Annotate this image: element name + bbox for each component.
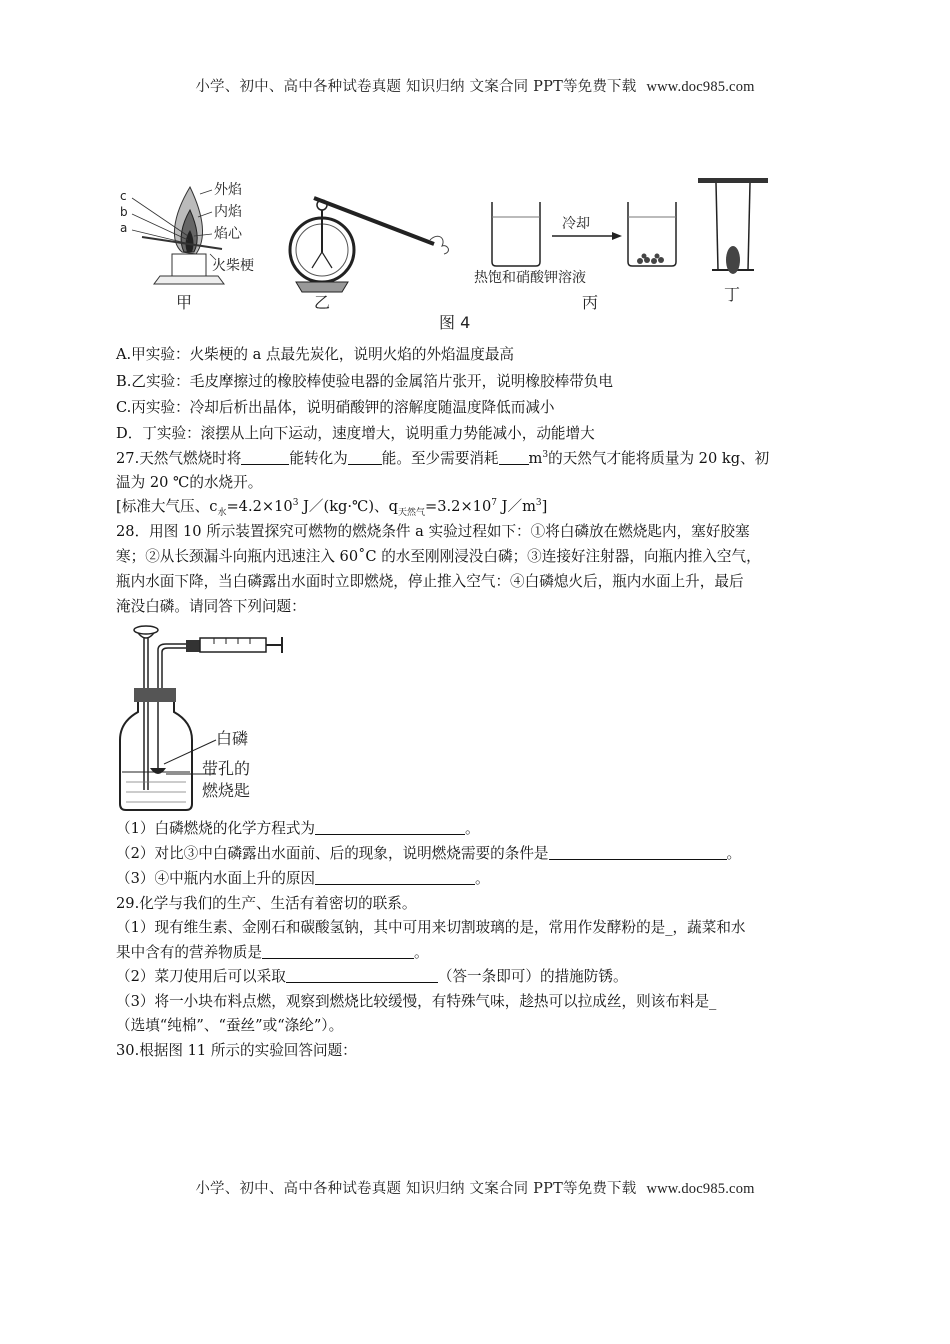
jia-letter-b: b <box>120 205 128 219</box>
lamp-body <box>172 254 206 276</box>
bing-name: 丙 <box>582 293 599 312</box>
q29-s2-blank[interactable] <box>286 968 438 983</box>
q27-l3-sub1: 水 <box>217 507 227 518</box>
q29-s1b-blank[interactable] <box>262 944 414 959</box>
jia-name: 甲 <box>176 293 193 312</box>
q27-l3-e: J／m <box>497 498 536 515</box>
beaker-hot <box>492 202 540 266</box>
q27-unit-sup: 3 <box>542 450 549 461</box>
electroscope-base <box>296 282 348 292</box>
pendulum-wheel <box>726 246 740 274</box>
jia-label-match: 火柴梗 <box>212 258 254 274</box>
q29-s1b-end: 。 <box>413 944 429 961</box>
header-site: www.doc985.com <box>646 79 755 95</box>
q27-text-5: 的天然气才能将质量为 20 kg、初 <box>548 450 770 467</box>
q27-line2: 温为 20 ℃的水烧开。 <box>116 474 263 491</box>
q28-line-4: 淹没白磷。请同答下列问题： <box>116 598 306 615</box>
q27-text-2: 能转化为 <box>289 450 348 467</box>
q27-l3-sub2: 天然气 <box>398 507 426 518</box>
q29-s1b <box>116 943 846 963</box>
q28-sub1 <box>116 819 846 839</box>
rubber-stopper <box>134 688 176 702</box>
footer-text: 小学、初中、高中各种试卷真题 知识归纳 文案合同 PPT等免费下载 <box>195 1181 637 1197</box>
ding-name: 丁 <box>724 285 741 304</box>
q28-sub3-end: 。 <box>475 870 490 887</box>
figure-bing <box>474 202 676 312</box>
crystals <box>637 254 664 265</box>
figure-4 <box>112 172 832 340</box>
q29-s1b-text: 果中含有的营养物质是 <box>116 944 262 961</box>
q29-s2-end: （答一条即可）的措施防锈。 <box>437 968 628 985</box>
q28-sub2 <box>116 844 846 864</box>
q29-s3a: （3）将一小块布料点燃，观察到燃烧比较缓慢，有特殊气味，趁热可以拉成丝，则该布料是_ <box>116 993 717 1010</box>
q28-sub2-end: 。 <box>726 845 742 862</box>
q28-sub3-text: （3）④中瓶内水面上升的原因 <box>116 870 316 887</box>
label-spoon-1: 带孔的 <box>202 759 251 778</box>
q27-blank-3[interactable] <box>499 450 529 465</box>
q27-text-3: 能。至少需要消耗 <box>381 450 499 467</box>
figure-ding <box>698 178 768 304</box>
q26-option-d: D．丁实验：滚摆从上向下运动，速度增大，说明重力势能减小，动能增大 <box>116 425 595 442</box>
q27-l3-c: J／(kg·℃)、q <box>298 498 398 515</box>
jia-label-inner: 内焰 <box>214 204 242 220</box>
syringe <box>200 638 266 652</box>
figure-jia <box>120 182 254 312</box>
q27-l3-sup2: 7 <box>491 498 497 509</box>
q27-l3-sup3: 3 <box>535 498 542 509</box>
header-text: 小学、初中、高中各种试卷真题 知识归纳 文案合同 PPT等免费下载 <box>195 79 637 95</box>
q27-line1 <box>116 449 846 469</box>
q27-blank-2[interactable] <box>348 450 382 465</box>
q27-l3-d: =3.2×10 <box>425 498 492 515</box>
q28-sub3 <box>116 869 846 889</box>
q29-s2 <box>116 967 846 987</box>
yi-name: 乙 <box>314 293 331 312</box>
q28-sub1-end: 。 <box>465 820 480 837</box>
q26-option-a: A.甲实验：火柴梗的 a 点最先炭化，说明火焰的外焰温度最高 <box>116 346 515 363</box>
jia-letter-a: a <box>120 221 128 235</box>
q28-sub1-blank[interactable] <box>315 820 465 835</box>
q29-s2-text: （2）菜刀使用后可以采取 <box>116 968 286 985</box>
q27-l3-b: =4.2×10 <box>226 498 293 515</box>
phosphorus-spoon <box>150 768 166 774</box>
q29-s1a: （1）现有维生素、金刚石和碳酸氢钠，其中可用来切割玻璃的是，常用作发酵粉的是_，蔬菜和水 <box>116 919 746 936</box>
q28-line-3: 瓶内水面下降，当白磷露出水面时立即燃烧，停止推入空气：④白磷熄火后，瓶内水面上升，最后 <box>116 573 744 590</box>
q27-text-1: 27.天然气燃烧时将 <box>116 450 242 467</box>
jia-letter-c: c <box>120 189 127 203</box>
q27-unit: m <box>528 450 543 467</box>
q27-l3-f: ] <box>541 498 548 515</box>
jia-label-outer: 外焰 <box>214 182 242 198</box>
jia-label-core: 焰心 <box>214 226 242 242</box>
q27-l3-a: [标准大气压、c <box>116 498 218 515</box>
label-white-phosphorus: 白磷 <box>216 729 249 748</box>
footer-site: www.doc985.com <box>646 1181 755 1197</box>
lamp-base <box>154 276 224 284</box>
q27-blank-1[interactable] <box>241 450 289 465</box>
q28-line-1: 28．用图 10 所示装置探究可燃物的燃烧条件 a 实验过程如下：①将白磷放在燃烧匙内，塞好胶塞 <box>116 523 750 540</box>
q27-line3 <box>116 497 846 517</box>
q28-sub2-text: （2）对比③中白磷露出水面前、后的现象，说明燃烧需要的条件是 <box>116 845 549 862</box>
pendulum-top-bar <box>698 178 768 183</box>
q28-sub2-blank[interactable] <box>549 845 727 860</box>
figure-4-caption: 图 4 <box>439 313 471 332</box>
tube-connector <box>186 640 200 652</box>
q26-option-c: C.丙实验：冷却后析出晶体，说明硝酸钾的溶解度随温度降低而减小 <box>116 399 555 416</box>
q28-sub3-blank[interactable] <box>315 870 475 885</box>
q26-option-b: B.乙实验：毛皮摩擦过的橡胶棒使验电器的金属箔片张开，说明橡胶棒带负电 <box>116 373 613 390</box>
figure-yi <box>290 198 448 312</box>
q28-line-2: 寒；②从长颈漏斗向瓶内迅速注入 60˚C 的水至刚刚浸没白磷；③连接好注射器，向瓶内推入空气， <box>116 548 761 565</box>
q27-l3-sup1: 3 <box>292 498 299 509</box>
q29-title: 29.化学与我们的生产、生活有着密切的联系。 <box>116 895 417 912</box>
q28-sub1-text: （1）白磷燃烧的化学方程式为 <box>116 820 316 837</box>
q30-text: 30.根据图 11 所示的实验回答问题： <box>116 1042 357 1059</box>
bing-arrow-label: 冷却 <box>562 216 590 232</box>
page-footer <box>0 1177 950 1198</box>
bing-solution-label: 热饱和硝酸钾溶液 <box>474 270 586 286</box>
label-spoon-2: 燃烧匙 <box>202 781 251 800</box>
beaker-cooled <box>628 202 676 266</box>
q29-s3b: （选填“纯棉”、“蚕丝”或“涤纶”）。 <box>116 1017 344 1034</box>
page-header <box>0 75 950 96</box>
figure-10-apparatus <box>116 622 286 814</box>
